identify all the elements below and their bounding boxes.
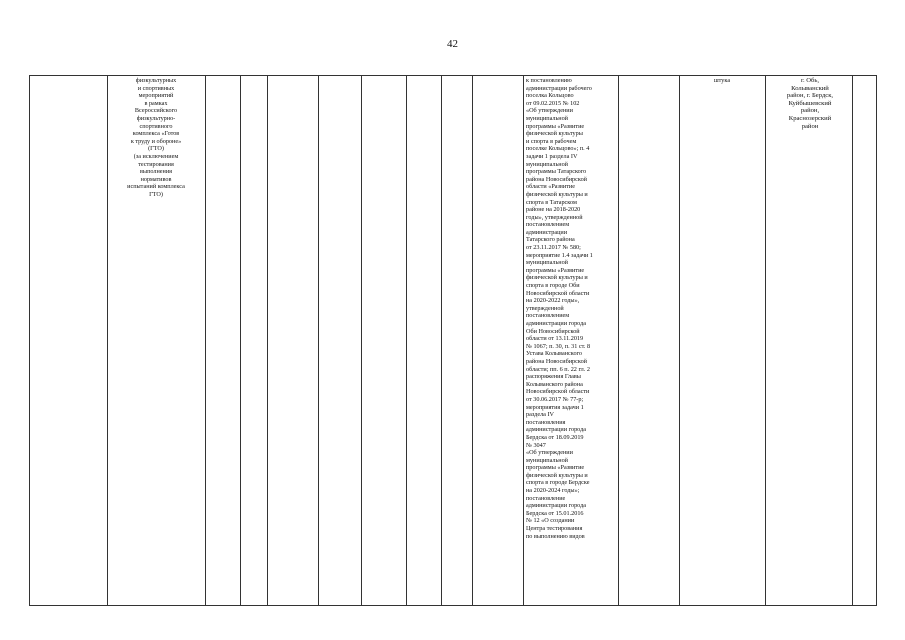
- column-border: [240, 75, 241, 606]
- column-border: [765, 75, 766, 606]
- page-number: 42: [447, 38, 458, 50]
- column-border: [107, 75, 108, 606]
- table-top-border: [29, 75, 877, 76]
- column-border: [267, 75, 268, 606]
- unit-cell: штука: [713, 77, 731, 84]
- legal-references-cell: к постановлению администрации рабочего поселка Кольцово от 09.02.2015 № 102 «Об утверждении муниципальной программы «Развитие физической культуры и спорта в рабочем поселке Кольцово»; п. 4 задачи 1 раздела IV муниципальной программы Татарского района Новосибирской области «Развитие физической культуры и спорта в Татарском районе на 2018-2020 годы», утвержденной постановлением администрации Татарского района от 23.11.2017 № 580; мероприятие 1.4 задачи 1 муниципальной программы «Развитие физической культуры и спорта в городе Оби Новосибирской области на 2020-2022 годы», утвержденной постановлением администрации города Оби Новосибирской области от 13.11.2019 № 1067; п. 30, п. 31 ст. 8 Устава Колыванского района Новосибирской области; пп. 6 п. 22 гл. 2 распоряжения Главы Колыванского района Новосибирской области от 30.06.2017 № 77-р; мероприятия задачи 1 раздела IV постановления администрации города Бердска от 18.09.2019 № 3047 «Об утверждении муниципальной программы «Развитие физической культуры и спорта в городе Бердске на 2020-2024 годы»; постановление администрации города Бердска от 15.01.2016 № 12 «О создании Центра тестирования по выполнению видов: [526, 77, 593, 540]
- column-border: [29, 75, 30, 606]
- column-border: [361, 75, 362, 606]
- column-border: [852, 75, 853, 606]
- column-border: [441, 75, 442, 606]
- column-border: [318, 75, 319, 606]
- column-border: [618, 75, 619, 606]
- event-description-cell: физкультурных и спортивных мероприятий в рамках Всероссийского физкультурно- спортивного комплекса «Готов к труду и обороне» (ГТО) (за исключением тестирования выполнения нормативов испытаний комплекса ГТО): [127, 77, 185, 198]
- column-border: [472, 75, 473, 606]
- column-border: [205, 75, 206, 606]
- column-border: [406, 75, 407, 606]
- territory-cell: г. Обь, Колыванский район, г. Бердск, Куйбышевский район, Краснозерский район: [786, 77, 834, 130]
- document-table: [29, 75, 877, 606]
- table-bottom-border: [29, 605, 877, 606]
- column-border: [876, 75, 877, 606]
- column-border: [523, 75, 524, 606]
- column-border: [679, 75, 680, 606]
